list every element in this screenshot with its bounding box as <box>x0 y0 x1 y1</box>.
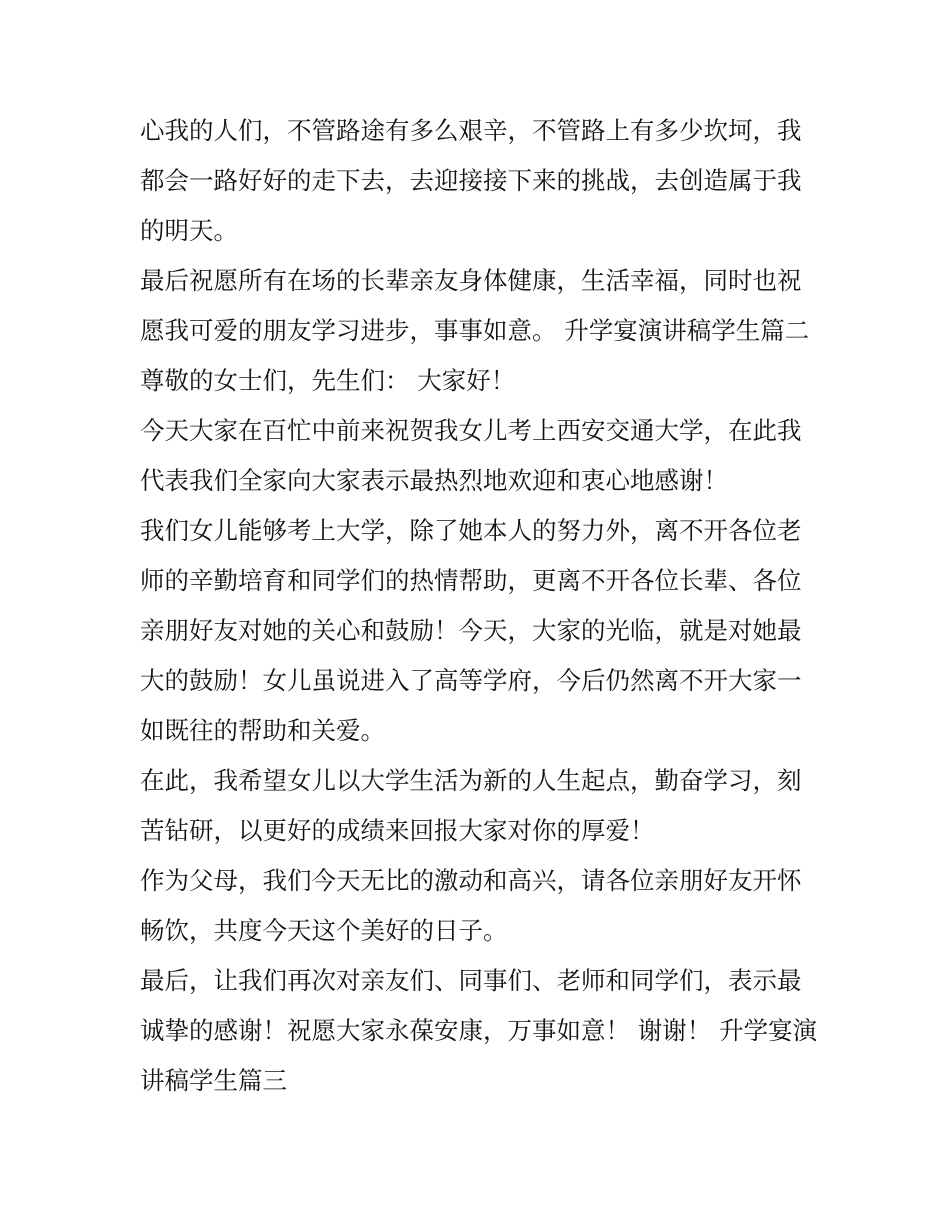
paragraph-4: 我们女儿能够考上大学，除了她本人的努力外，离不开各位老师的辛勤培育和同学们的热情帮助，更离不开各位长辈、各位亲朋好友对她的关心和鼓励！今天，大家的光临，就是对她最大的鼓励！女儿虽说进入了高等学府，今后仍然离不开大家一如既往的帮助和关爱。 <box>140 516 802 745</box>
paragraph-5: 在此，我希望女儿以大学生活为新的人生起点，勤奋学习，刻苦钻研，以更好的成绩来回报大家对你的厚爱！ <box>140 766 802 845</box>
document-body <box>140 106 820 1106</box>
paragraph-2: 最后祝愿所有在场的长辈亲友身体健康，生活幸福，同时也祝愿我可爱的朋友学习进步，事事如意。 升学宴演讲稿学生篇二 尊敬的女士们，先生们： 大家好！ <box>140 266 810 395</box>
paragraph-1: 心我的人们，不管路途有多么艰辛，不管路上有多少坎坷，我都会一路好好的走下去，去迎接接下来的挑战，去创造属于我的明天。 <box>140 116 802 245</box>
paragraph-3: 今天大家在百忙中前来祝贺我女儿考上西安交通大学，在此我代表我们全家向大家表示最热烈地欢迎和衷心地感谢！ <box>140 416 802 495</box>
paragraph-7: 最后，让我们再次对亲友们、同事们、老师和同学们，表示最诚挚的感谢！祝愿大家永葆安康，万事如意！ 谢谢！ 升学宴演讲稿学生篇三 <box>140 966 818 1095</box>
paragraph-6: 作为父母，我们今天无比的激动和高兴，请各位亲朋好友开怀畅饮，共度今天这个美好的日子。 <box>140 866 802 945</box>
